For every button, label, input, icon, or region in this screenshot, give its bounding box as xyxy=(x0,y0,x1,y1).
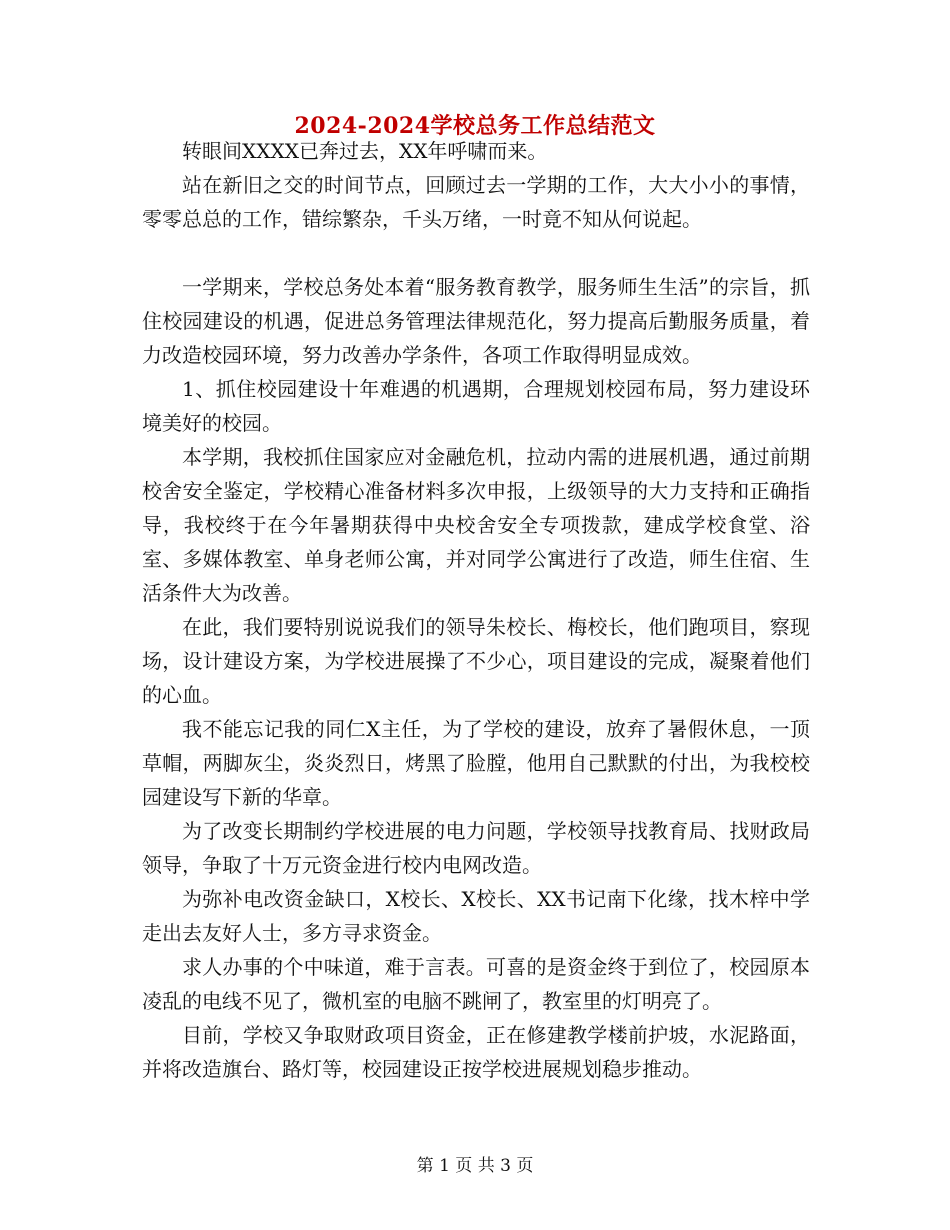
paragraph-8: 为了改变长期制约学校进展的电力问题，学校领导找教育局、找财政局领导，争取了十万元资金进行校内电网改造。 xyxy=(142,819,810,877)
paragraph-9: 为弥补电改资金缺口，X校长、X校长、XX书记南下化缘，找木梓中学走出去友好人士，多方寻求资金。 xyxy=(142,887,810,945)
paragraph-2: 站在新旧之交的时间节点，回顾过去一学期的工作，大大小小的事情，零零总总的工作，错综繁杂，千头万绪，一时竟不知从何说起。 xyxy=(142,173,810,231)
paragraph-11: 目前，学校又争取财政项目资金，正在修建教学楼前护坡，水泥路面，并将改造旗台、路灯等，校园建设正按学校进展规划稳步推动。 xyxy=(142,1023,810,1081)
paragraph-7: 我不能忘记我的同仁X主任，为了学校的建设，放弃了暑假休息，一顶草帽，两脚灰尘，炎炎烈日，烤黑了脸膛，他用自己默默的付出，为我校校园建设写下新的华章。 xyxy=(142,717,810,809)
paragraph-3: 一学期来，学校总务处本着“服务教育教学，服务师生生活”的宗旨，抓住校园建设的机遇，促进总务管理法律规范化，努力提高后勤服务质量，着力改造校园环境，努力改善办学条件，各项工作取得明显成效。 xyxy=(142,275,810,367)
paragraph-4: 1、抓住校园建设十年难遇的机遇期，合理规划校园布局，努力建设环境美好的校园。 xyxy=(142,377,810,435)
page-footer: 第 1 页 共 3 页 xyxy=(416,1156,534,1176)
paragraph-5: 本学期，我校抓住国家应对金融危机，拉动内需的进展机遇，通过前期校舍安全鉴定，学校精心准备材料多次申报，上级领导的大力支持和正确指导，我校终于在今年暑期获得中央校舍安全专项拨款，建成学校食堂、浴室、多媒体教室、单身老师公寓，并对同学公寓进行了改造，师生住宿、生活条件大为改善。 xyxy=(142,445,810,605)
paragraph-10: 求人办事的个中味道，难于言表。可喜的是资金终于到位了，校园原本凌乱的电线不见了，微机室的电脑不跳闸了，教室里的灯明亮了。 xyxy=(142,955,810,1013)
document-body xyxy=(142,134,810,1086)
document-title: 2024-2024学校总务工作总结范文 xyxy=(294,113,656,139)
paragraph-1: 转眼间XXXX已奔过去，XX年呼啸而来。 xyxy=(182,139,548,163)
paragraph-6: 在此，我们要特别说说我们的领导朱校长、梅校长，他们跑项目，察现场，设计建设方案，为学校进展操了不少心，项目建设的完成，凝聚着他们的心血。 xyxy=(142,615,810,707)
